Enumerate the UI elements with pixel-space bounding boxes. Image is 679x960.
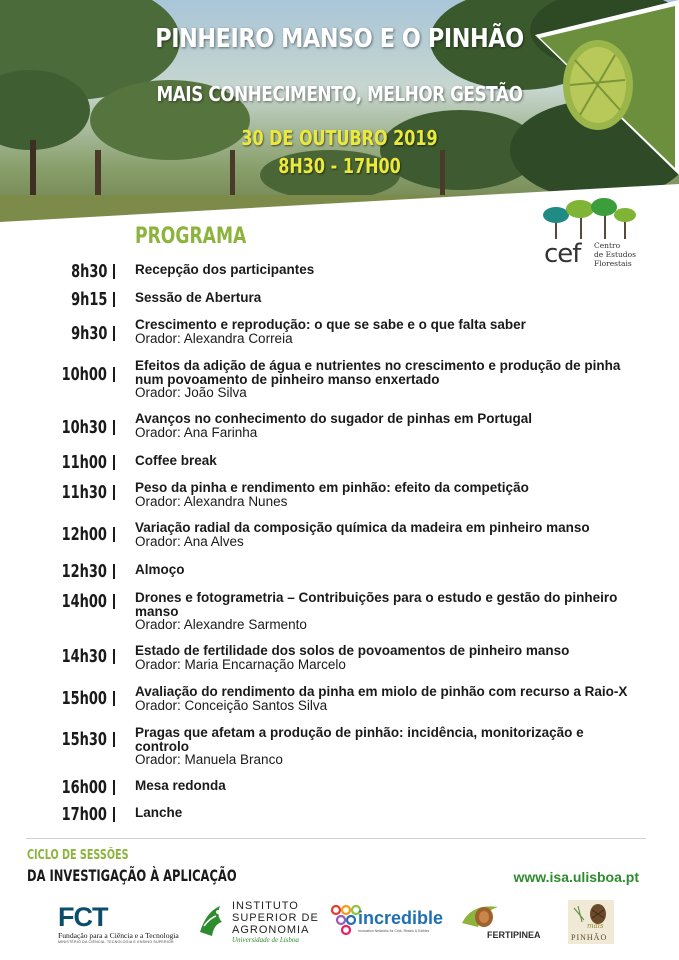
- time-separator: [113, 732, 115, 747]
- session-time: 12h00: [61, 524, 107, 545]
- session-time: 17h00: [61, 804, 107, 825]
- session-title-line: num povoamento de pinheiro manso enxertado: [135, 371, 440, 387]
- cef-wordmark: cef: [544, 239, 581, 269]
- event-hours: 8H30 - 17H00: [278, 154, 401, 178]
- session-speaker: Orador: Conceição Santos Silva: [135, 697, 328, 713]
- mais-script: mais: [587, 922, 604, 930]
- time-separator: [113, 807, 115, 822]
- isa-emblem-icon: [196, 902, 228, 942]
- session-time: 15h00: [61, 688, 107, 709]
- session-title: Recepção dos participantes: [135, 262, 315, 277]
- time-separator: [113, 649, 115, 664]
- cycle-title: DA INVESTIGAÇÃO À APLICAÇÃO: [27, 866, 237, 885]
- fertipinea-wordmark: FERTIPINEA: [487, 930, 541, 940]
- session-title-line: controlo: [135, 738, 189, 754]
- session-title: Avaliação do rendimento da pinha em miolo de pinhão com recurso a Raio-X: [135, 684, 628, 699]
- session-speaker: Orador: Alexandra Nunes: [135, 493, 288, 509]
- event-title: PINHEIRO MANSO E O PINHÃO: [155, 24, 524, 54]
- website-link[interactable]: www.isa.ulisboa.pt: [513, 869, 639, 885]
- time-separator: [113, 564, 115, 579]
- session-title: Almoço: [135, 562, 185, 577]
- incredible-wordmark: incredible: [358, 908, 444, 928]
- isa-university: Universidade de Lisboa: [232, 936, 299, 944]
- cycle-label: CICLO DE SESSÕES: [27, 848, 129, 863]
- session-title: Sessão de Abertura: [135, 290, 262, 305]
- time-separator: [113, 420, 115, 435]
- session-title: Crescimento e reprodução: o que se sabe e o que falta saber: [135, 317, 526, 332]
- pinhao-wordmark: PINHÃO: [571, 933, 608, 942]
- pine-nut-icon: [458, 901, 506, 931]
- time-separator: [113, 594, 115, 609]
- event-date: 30 DE OUTUBRO 2019: [241, 126, 438, 150]
- session-speaker: Orador: Alexandre Sarmento: [135, 617, 307, 632]
- time-separator: [113, 780, 115, 795]
- session-speaker: Orador: Ana Alves: [135, 533, 244, 549]
- session-title-line: manso: [135, 603, 179, 619]
- session-speaker: Orador: Manuela Branco: [135, 752, 283, 767]
- session-time: 10h30: [61, 417, 107, 438]
- time-separator: [113, 691, 115, 706]
- session-time: 14h30: [61, 646, 107, 667]
- event-subtitle: MAIS CONHECIMENTO, MELHOR GESTÃO: [156, 82, 523, 106]
- session-speaker: Orador: Alexandra Correia: [135, 330, 293, 346]
- session-time: 16h00: [61, 777, 107, 798]
- time-separator: [113, 485, 115, 500]
- trees-icon: [540, 195, 640, 240]
- session-title: Lanche: [135, 805, 183, 820]
- session-speaker: Orador: Ana Farinha: [135, 424, 258, 440]
- session-time: 11h00: [61, 452, 107, 473]
- time-separator: [113, 326, 115, 341]
- fct-ministry: MINISTÉRIO DA CIÊNCIA, TECNOLOGIA E ENSINO SUPERIOR: [58, 940, 174, 944]
- session-time: 15h30: [61, 729, 107, 750]
- session-time: 14h00: [61, 591, 107, 612]
- session-title: Estado de fertilidade dos solos de povoamentos de pinheiro manso: [135, 643, 570, 658]
- session-time: 10h00: [61, 364, 107, 385]
- session-speaker: Orador: João Silva: [135, 385, 247, 400]
- incredible-tagline: Innovation Networks for Cork, Resins & Edibles: [358, 929, 430, 933]
- header-photo: [0, 0, 679, 222]
- fct-wordmark: FCT: [58, 902, 108, 932]
- time-separator: [113, 455, 115, 470]
- session-title: Peso da pinha e rendimento em pinhão: efeito da competição: [135, 480, 529, 495]
- session-time: 11h30: [61, 482, 107, 503]
- fct-name: Fundação para a Ciência e a Tecnologia: [58, 931, 179, 940]
- time-separator: [113, 292, 115, 307]
- session-title: Variação radial da composição química da madeira em pinheiro manso: [135, 520, 590, 535]
- session-title: Avanços no conhecimento do sugador de pinhas em Portugal: [135, 411, 533, 426]
- time-separator: [113, 527, 115, 542]
- session-title: Mesa redonda: [135, 778, 226, 793]
- session-title-line: Efeitos da adição de água e nutrientes no crescimento e produção de pinha: [135, 358, 621, 373]
- time-separator: [113, 264, 115, 279]
- session-time: 12h30: [61, 561, 107, 582]
- session-speaker: Orador: Maria Encarnação Marcelo: [135, 656, 346, 672]
- session-title-line: Drones e fotogrametria – Contribuições para o estudo e gestão do pinheiro: [135, 590, 618, 605]
- session-title: Coffee break: [135, 453, 217, 468]
- time-separator: [113, 367, 115, 382]
- session-time: 9h15: [70, 289, 107, 310]
- programa-heading: PROGRAMA: [135, 224, 247, 249]
- isa-line1: INSTITUTO: [232, 900, 299, 912]
- session-time: 8h30: [70, 261, 107, 282]
- session-title-line: Pragas que afetam a produção de pinhão: incidência, monitorização e: [135, 725, 584, 740]
- footer-divider: [26, 838, 646, 839]
- isa-line2: SUPERIOR DE: [232, 912, 319, 924]
- isa-line3: AGRONOMIA: [232, 924, 310, 936]
- session-time: 9h30: [70, 323, 107, 344]
- cef-name: Centro de Estudos Florestais: [594, 241, 636, 268]
